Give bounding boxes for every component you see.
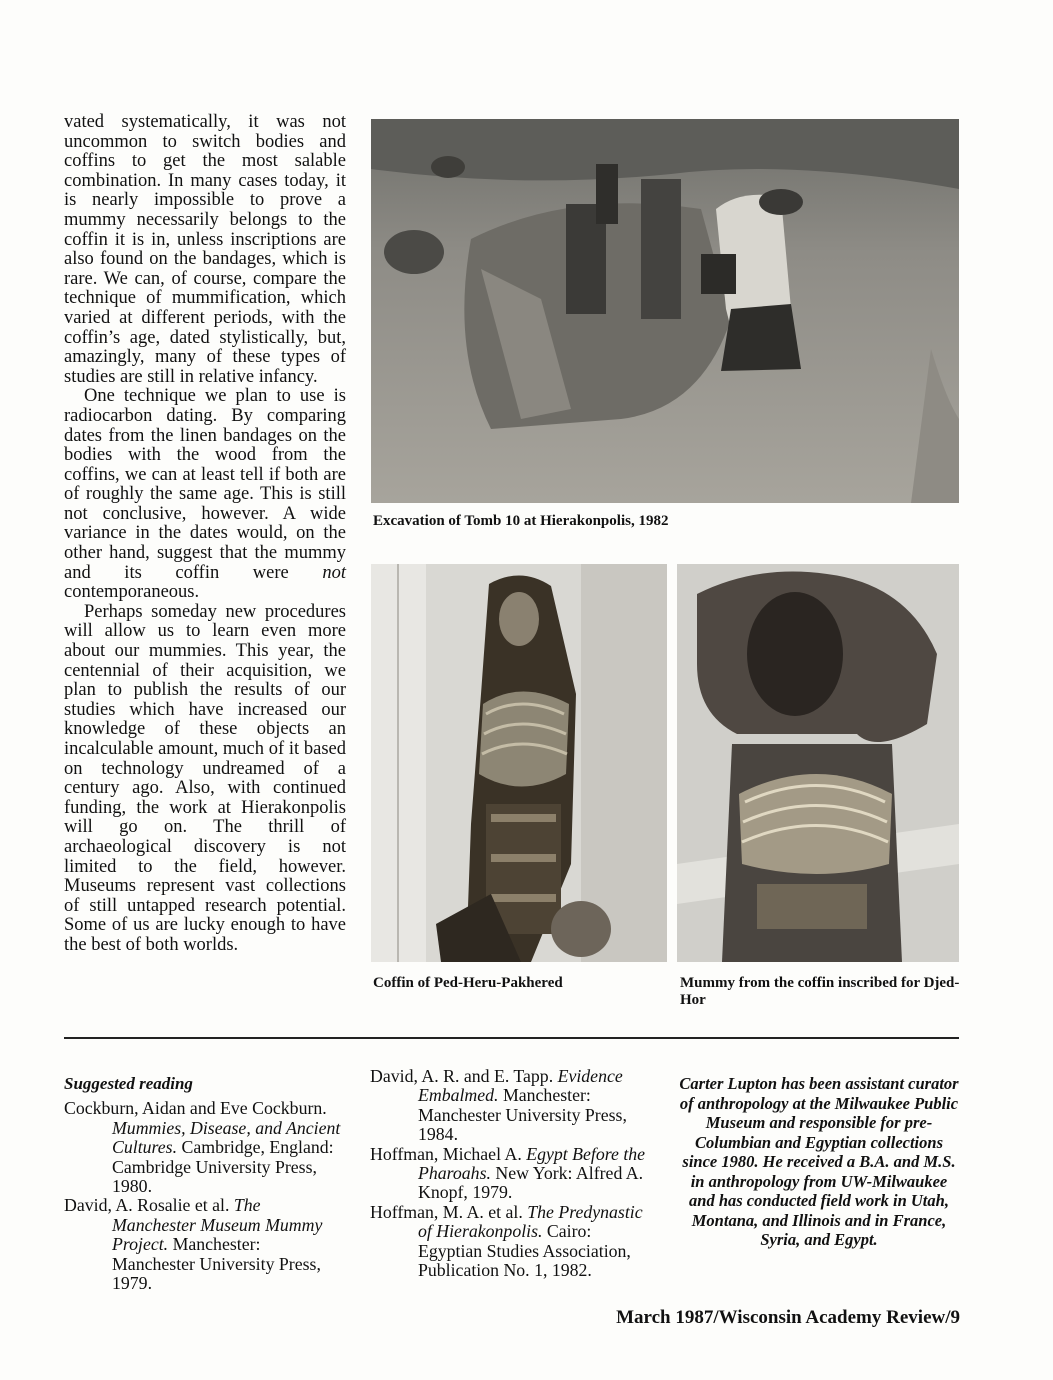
excavation-photo — [371, 119, 959, 503]
page-footer: March 1987/Wisconsin Academy Review/9 — [616, 1307, 960, 1328]
reference-item: Cockburn, Aidan and Eve Cockburn. Mummies, Disease, and Ancient Cultures. Cambridge, England: Cambridge University Press, 1980. — [64, 1098, 341, 1197]
reference-item: Hoffman, M. A. et al. The Predynastic of Hierakonpolis. Cairo: Egyptian Studies Association, Publication No. 1, 1982. — [370, 1201, 643, 1281]
paragraph-1: vated systematically, it was not uncommon to switch bodies and coffins to get the most salable combination. In many cases today, it is nearly impossible to prove a mummy necessarily belongs to the coffin it is in, unless inscriptions are also found on the bandages, which is rare. We can, of course, compare the technique of mummification, which varied at different periods, with the coffin’s age, dated stylistically, but, amazingly, many of these types of studies are still in relative infancy. — [64, 112, 346, 387]
mummy-photo — [677, 564, 959, 962]
reference-item: Hoffman, Michael A. Egypt Before the Pharoahs. New York: Alfred A. Knopf, 1979. — [370, 1143, 646, 1203]
suggested-reading-col-2 — [370, 1067, 648, 1280]
excavation-caption: Excavation of Tomb 10 at Hierakonpolis, 1982 — [373, 513, 669, 529]
coffin-caption: Coffin of Ped-Heru-Pakhered — [373, 975, 563, 991]
suggested-reading-heading: Suggested reading — [64, 1074, 193, 1093]
mummy-caption: Mummy from the coffin inscribed for Djed-Hor — [680, 975, 960, 1008]
coffin-photo — [371, 564, 667, 962]
author-bio: Carter Lupton has been assistant curator of anthropology at the Milwaukee Public Museum and responsible for pre-Columbian and Egyptian collections since 1980. He received a B.A. and M.S. in anthropology from UW-Milwaukee and has conducted field work in Utah, Montana, and Illinois and in France, Syria, and Egypt. — [679, 1074, 959, 1249]
paragraph-2: One technique we plan to use is radiocarbon dating. By comparing dates from the linen bandages on the bodies with the wood from the coffins, we can at least tell if both are of roughly the same age. This is still not conclusive, however. A wide variance in the dates would, on the other hand, suggest that the mummy and its coffin were not contemporaneous. — [64, 386, 346, 603]
section-divider — [64, 1037, 959, 1039]
article-body-column — [64, 113, 346, 956]
suggested-reading-col-1 — [64, 1074, 346, 1293]
reference-item: David, A. Rosalie et al. The Manchester Museum Mummy Project. Manchester: Manchester University Press, 1979. — [64, 1195, 323, 1294]
paragraph-3: Perhaps someday new procedures will allow us to learn even more about our mummies. This year, the centennial of their acquisition, we plan to publish the results of our studies which have increased our knowledge of these objects an incalculable amount, much of it based on technology undreamed of a century ago. Also, with continued funding, the work at Hierakonpolis will go on. The thrill of archaeological discovery is not limited to the field, however. Museums represent vast collections of still untapped research potential. Some of us are lucky enough to have the best of both worlds. — [64, 601, 346, 955]
reference-item: David, A. R. and E. Tapp. Evidence Embalmed. Manchester: Manchester University Press, 1984. — [370, 1066, 627, 1145]
